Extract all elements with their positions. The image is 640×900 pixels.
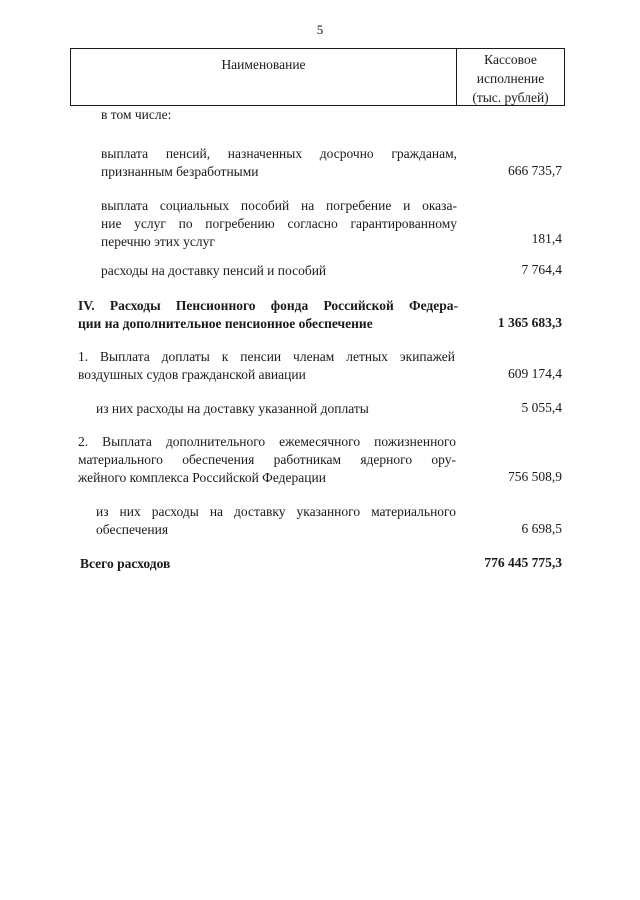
row-line: обеспечения bbox=[96, 522, 169, 537]
row-amount: 756 508,9 bbox=[508, 469, 562, 484]
row-line: перечню этих услуг bbox=[101, 234, 215, 249]
section-amount: 1 365 683,3 bbox=[497, 315, 562, 330]
row-description bbox=[78, 433, 456, 487]
row-line: ции на дополнительное пенсионное обеспечение bbox=[78, 316, 373, 331]
column-header-amount-line: Кассовое bbox=[484, 52, 537, 67]
row-line: из них расходы на доставку указанной доплаты bbox=[96, 401, 369, 416]
row-line: в том числе: bbox=[101, 107, 172, 122]
row-line: материального обеспечения работникам ядерного ору- bbox=[78, 452, 456, 467]
row-description bbox=[101, 197, 457, 251]
table-header bbox=[70, 48, 565, 106]
row-amount: 6 698,5 bbox=[521, 521, 562, 536]
row-amount: 7 764,4 bbox=[521, 262, 562, 277]
row-line: расходы на доставку пенсий и пособий bbox=[101, 263, 327, 278]
row-line: Всего расходов bbox=[80, 556, 171, 571]
row-amount: 5 055,4 bbox=[521, 400, 562, 415]
total-amount: 776 445 775,3 bbox=[484, 555, 562, 570]
row-label-including bbox=[101, 106, 456, 124]
column-header-amount-line: исполнение bbox=[476, 71, 545, 86]
row-line: 2. Выплата дополнительного ежемесячного пожизненного bbox=[78, 434, 456, 449]
row-line: ние услуг по погребению согласно гарантированному bbox=[101, 216, 457, 231]
row-amount: 609 174,4 bbox=[508, 366, 562, 381]
row-line: 1. Выплата доплаты к пенсии членам летных экипажей bbox=[78, 349, 455, 364]
row-description bbox=[96, 400, 456, 418]
section-heading bbox=[78, 297, 458, 333]
row-description bbox=[101, 262, 457, 280]
row-description bbox=[78, 348, 455, 384]
page-number: 5 bbox=[316, 22, 324, 37]
row-amount: 181,4 bbox=[531, 231, 562, 246]
column-header-amount-line: (тыс. рублей) bbox=[472, 90, 549, 105]
row-description bbox=[101, 145, 457, 181]
row-description bbox=[96, 503, 456, 539]
total-label bbox=[80, 555, 380, 573]
row-line: выплата социальных пособий на погребение и оказа- bbox=[101, 198, 457, 213]
row-line: выплата пенсий, назначенных досрочно гражданам, bbox=[101, 146, 457, 161]
row-line: из них расходы на доставку указанного материального bbox=[96, 504, 456, 519]
row-line: IV. Расходы Пенсионного фонда Российской Федера- bbox=[78, 298, 458, 313]
column-header-amount bbox=[456, 49, 564, 105]
column-header-name: Наименование bbox=[221, 57, 306, 72]
row-line: признанным безработными bbox=[101, 164, 259, 179]
row-line: жейного комплекса Российской Федерации bbox=[78, 470, 326, 485]
row-line: воздушных судов гражданской авиации bbox=[78, 367, 306, 382]
row-amount: 666 735,7 bbox=[508, 163, 562, 178]
